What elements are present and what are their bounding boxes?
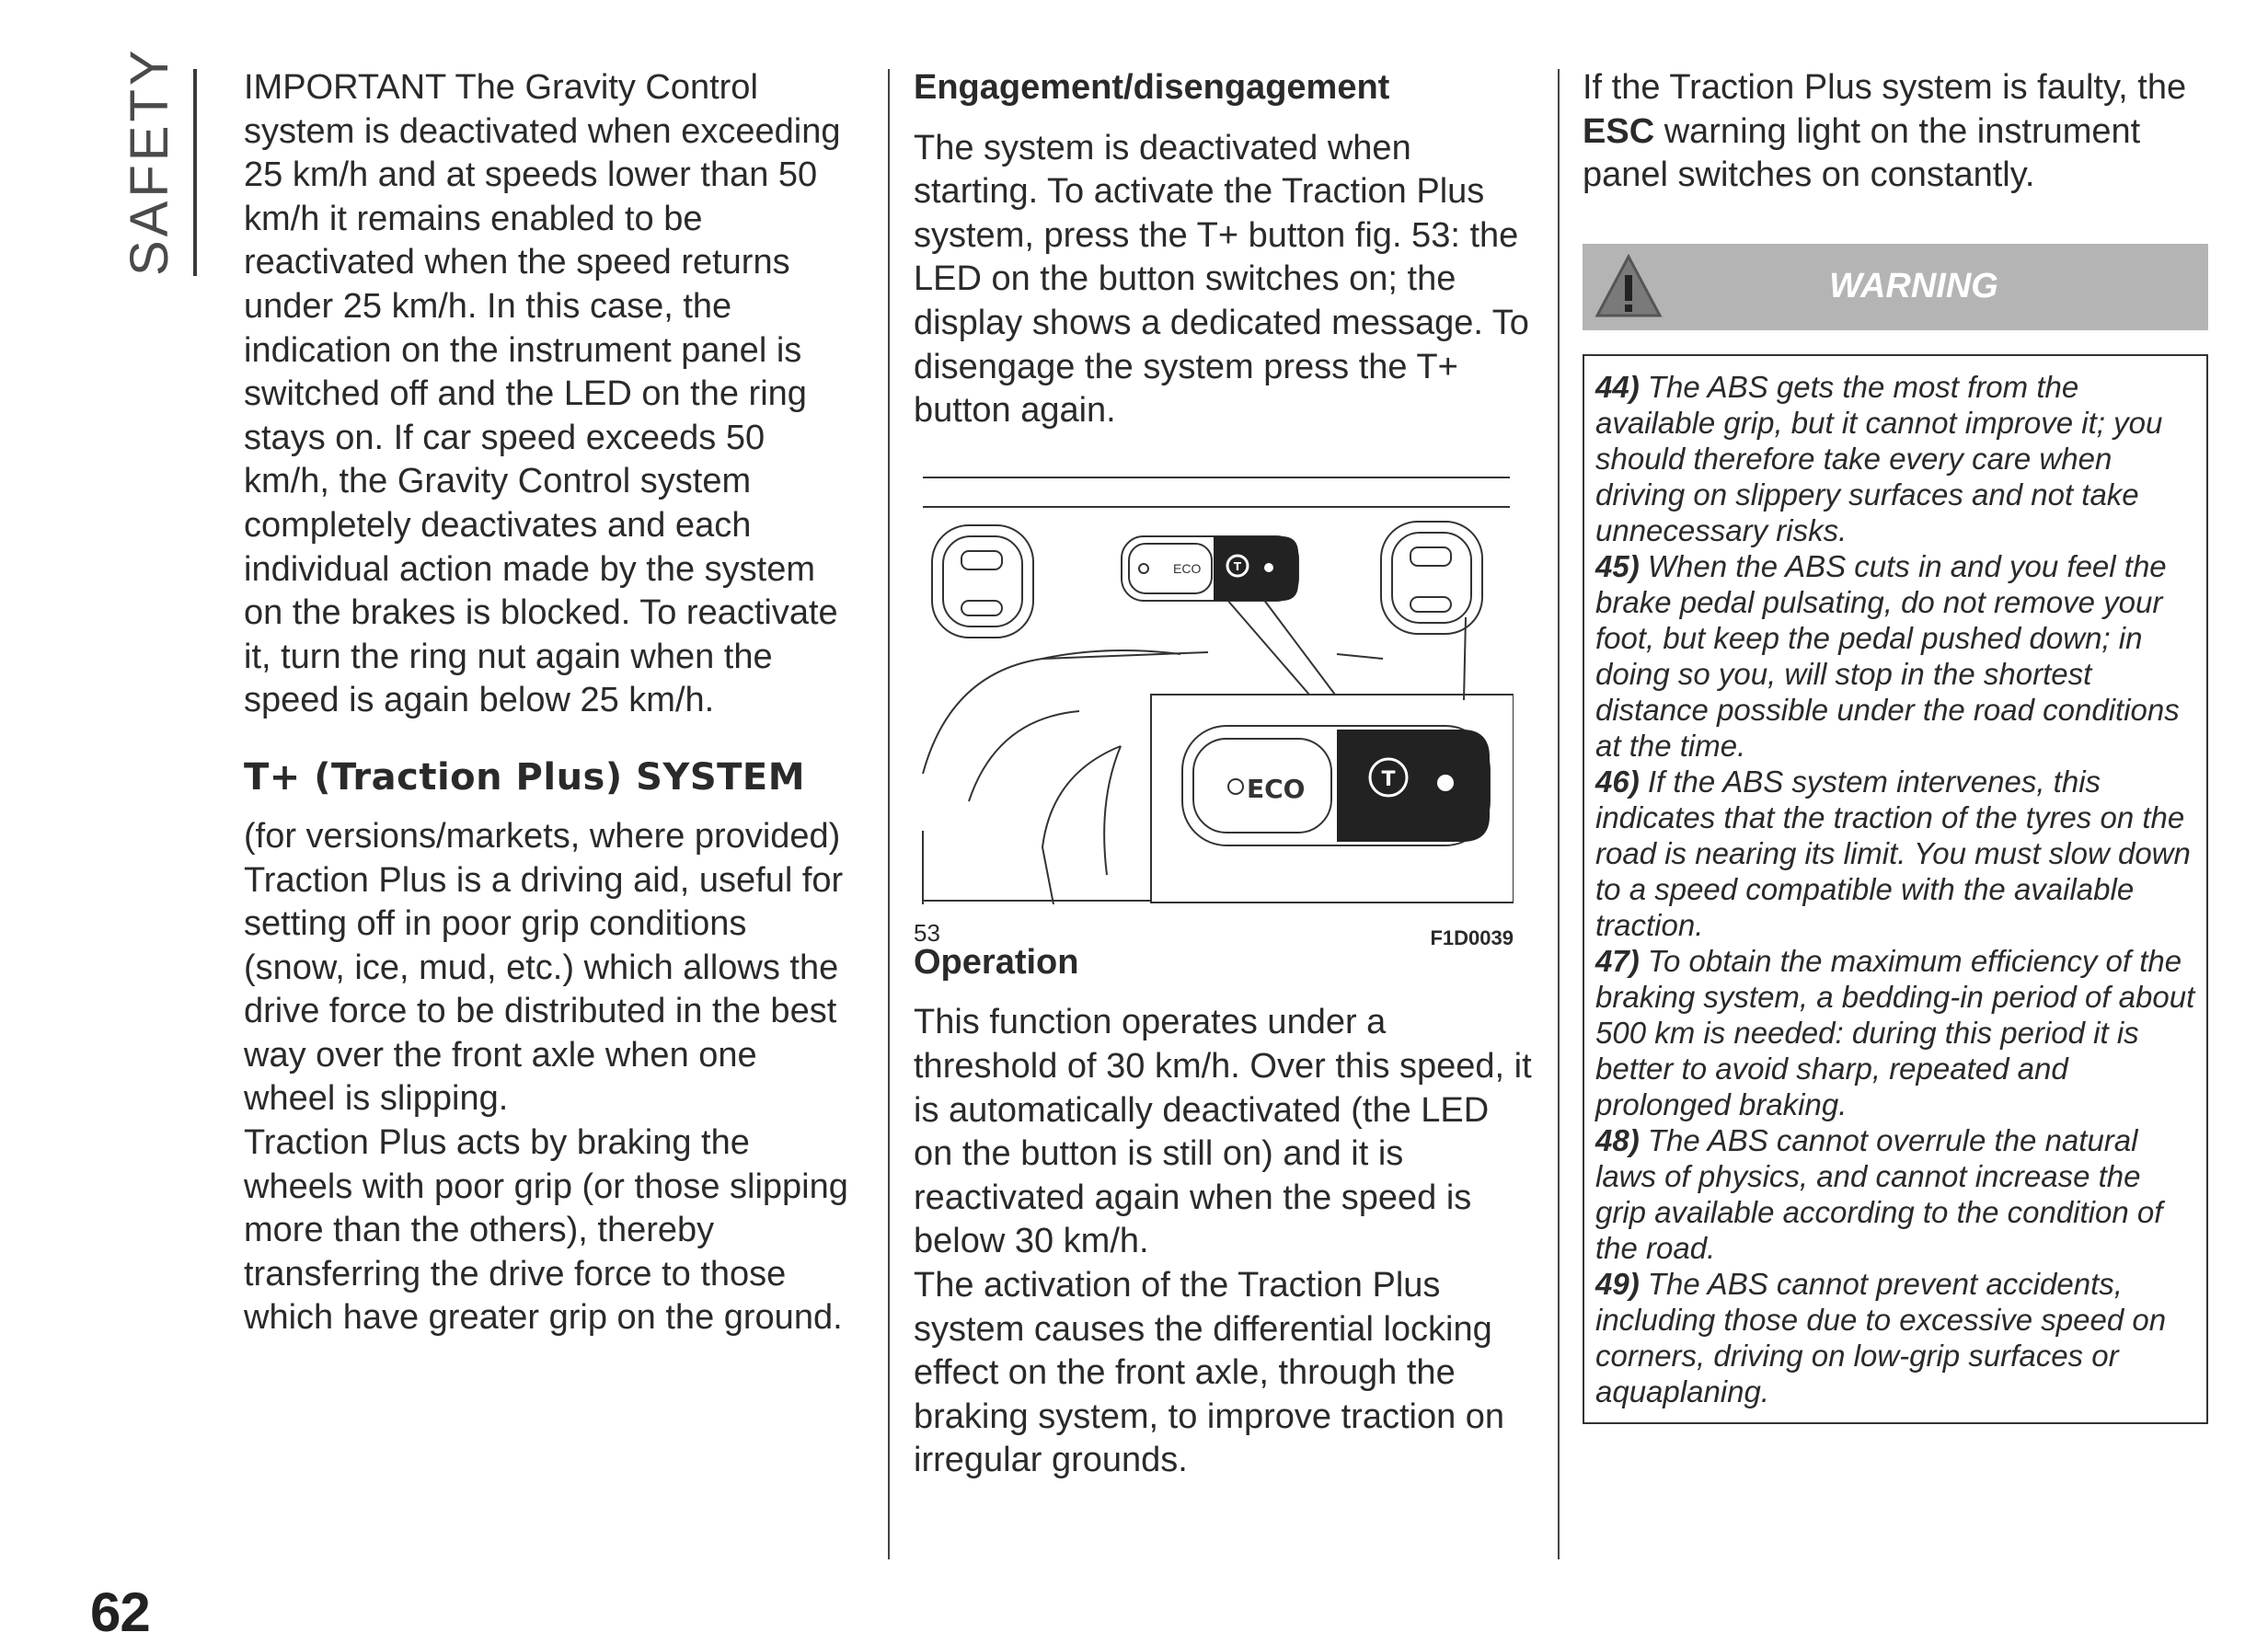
warning-text: To obtain the maximum efficiency of the braking system, a bedding-in period of about 500 km is needed: during this period it is better to avoid sharp, repeated and prolonged braking.: [1595, 943, 2195, 1121]
t-plus-button-illustration: [914, 470, 1514, 904]
warning-text: The ABS gets the most from the available grip, but it cannot improve it; you should therefore take every care when driving on slippery surfaces and not take unnecessary risks.: [1595, 369, 2163, 547]
section-side-label: SAFETY: [120, 46, 179, 276]
warning-item: [1595, 1266, 2195, 1409]
column-divider: [888, 69, 890, 1559]
esc-label: ESC: [1583, 111, 1655, 151]
figure-code: F1D0039: [1430, 926, 1514, 950]
warning-triangle-icon: [1592, 251, 1665, 323]
operation-text: This function operates under a threshold of 30 km/h. Over this speed, it is automatically deactivated (the LED on the button is still on) and it is reactivated again when the speed is below 30 km/h.: [914, 1003, 1532, 1261]
warning-number: 47): [1595, 943, 1640, 978]
column-right: [1583, 66, 2208, 1424]
warning-text: If the ABS system intervenes, this indicates that the traction of the tyres on the road is nearing its limit. You must slow down to a speed compatible with the available traction.: [1595, 764, 2191, 942]
figure-number: 53: [914, 919, 940, 948]
fault-note-post: warning light on the instrument panel switches on constantly.: [1583, 111, 2141, 195]
warning-item: [1595, 548, 2195, 764]
warning-banner: [1583, 244, 2208, 330]
warning-number: 49): [1595, 1266, 1640, 1301]
warning-item: [1595, 369, 2195, 548]
traction-plus-heading: T+ (Traction Plus) SYSTEM: [244, 755, 806, 799]
figure-eco-label: ECO: [1247, 773, 1306, 804]
side-rule: [193, 69, 197, 276]
engagement-heading: Engagement/disengagement: [914, 68, 1390, 107]
fault-note-pre: If the Traction Plus system is faulty, the: [1583, 68, 2187, 107]
column-left: [244, 66, 856, 1340]
column-divider: [1558, 69, 1560, 1559]
warning-number: 48): [1595, 1122, 1640, 1157]
activation-text: The activation of the Traction Plus system causes the differential locking effect on the front axle, through the braking system, to improve traction on irregular grounds.: [914, 1265, 1505, 1480]
traction-plus-braking: Traction Plus acts by braking the wheels with poor grip (or those slipping more than the others), thereby transferring the drive force to those which have greater grip on the ground.: [244, 1123, 848, 1338]
traction-plus-description: (for versions/markets, where provided) Traction Plus is a driving aid, useful for setting off in poor grip conditions (snow, ice, mud, etc.) which allows the drive force to be distributed in the best way over the front axle when one wheel is slipping.: [244, 816, 844, 1119]
figure-caption: [914, 917, 1514, 954]
warnings-box: [1583, 354, 2208, 1424]
warning-item: [1595, 1122, 2195, 1266]
warning-number: 46): [1595, 764, 1640, 799]
warning-item: [1595, 764, 2195, 943]
fault-note: [1583, 66, 2208, 198]
operation-heading: Operation: [914, 942, 1079, 982]
figure-53: [914, 470, 1514, 950]
warning-item: [1595, 943, 2195, 1122]
important-note: IMPORTANT The Gravity Control system is deactivated when exceeding 25 km/h and at speeds lower than 50 km/h it remains enabled to be reactivated when the speed returns under 25 km/h. In this case, the indication on the instrument panel is switched off and the LED on the ring stays on. If car speed exceeds 50 km/h, the Gravity Control system completely deactivates and each individual action made by the system on the brakes is blocked. To reactivate it, turn the ring nut again when the speed is again below 25 km/h.: [244, 68, 841, 720]
svg-text:T: T: [1233, 559, 1242, 573]
svg-text:T: T: [1381, 767, 1396, 791]
warning-number: 44): [1595, 369, 1640, 404]
engagement-text: The system is deactivated when starting. To activate the Traction Plus system, press the T+ button fig. 53: the LED on the button switches on; the display shows a dedicated message. To disengage the system press the T+ button again.: [914, 128, 1529, 431]
warning-text: When the ABS cuts in and you feel the brake pedal pulsating, do not remove your foot, but keep the pedal pushed down; in doing so you, will stop in the shortest distance possible under the road conditions at the time.: [1595, 548, 2180, 763]
figure-eco-label-small: ECO: [1173, 560, 1202, 576]
page-number: 62: [90, 1581, 150, 1643]
warning-title: WARNING: [1829, 266, 1998, 305]
warning-number: 45): [1595, 548, 1640, 583]
warning-text: The ABS cannot overrule the natural laws of physics, and cannot increase the grip available according to the condition of the road.: [1595, 1122, 2163, 1265]
warning-text: The ABS cannot prevent accidents, including those due to excessive speed on corners, driving on low-grip surfaces or aquaplaning.: [1595, 1266, 2167, 1408]
column-middle: [914, 66, 1532, 1483]
